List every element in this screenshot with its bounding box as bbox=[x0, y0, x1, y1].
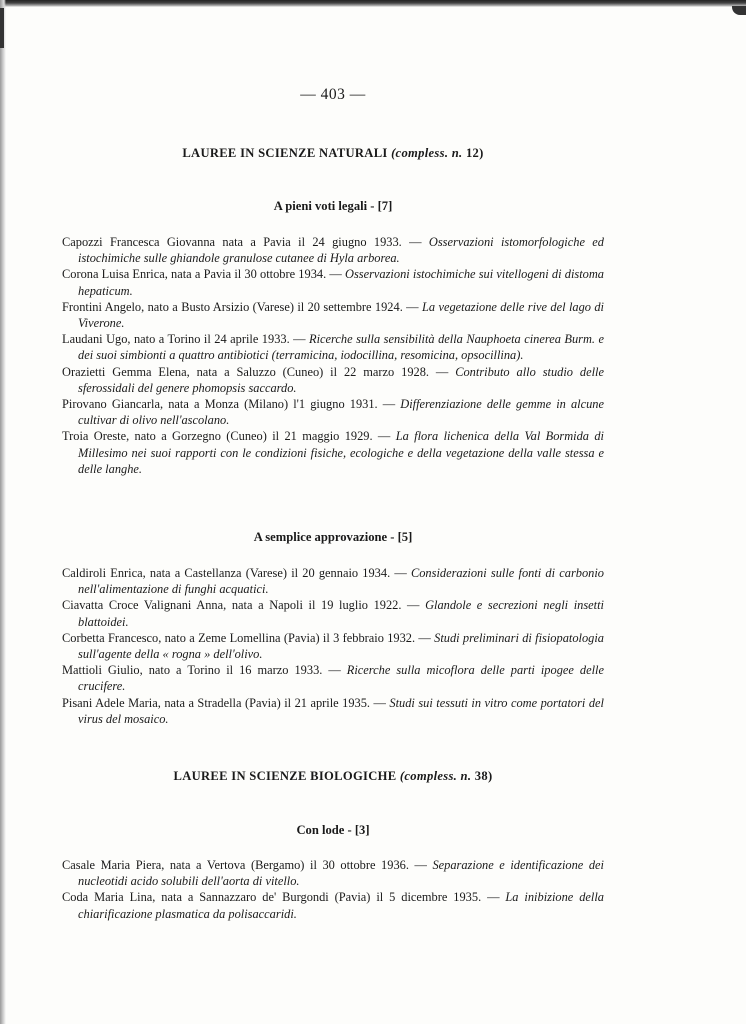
list-item: Corona Luisa Enrica, nata a Pavia il 30 ottobre 1934. — Osservazioni istochimiche sui vitellogeni di distoma hepaticum. bbox=[62, 267, 604, 298]
group-heading-con-lode: Con lode - [3] bbox=[296, 823, 370, 837]
entry-list-semplice-approvazione bbox=[62, 565, 604, 727]
list-item: Orazietti Gemma Elena, nata a Saluzzo (Cuneo) il 22 marzo 1928. — Contributo allo studio delle sferossidali del genere phomopsis saccardo. bbox=[62, 364, 604, 395]
list-item: Corbetta Francesco, nato a Zeme Lomellina (Pavia) il 3 febbraio 1932. — Studi preliminari di fisiopatologia sull'agente della « rogna » dell'olivo. bbox=[62, 630, 605, 662]
section-title-text: LAUREE IN SCIENZE BIOLOGICHE bbox=[173, 769, 397, 783]
list-item: Ciavatta Croce Valignani Anna, nata a Napoli il 19 luglio 1922. — Glandole e secrezioni negli insetti blattoidei. bbox=[62, 598, 604, 629]
entry-list-pieni-voti bbox=[62, 234, 604, 477]
section-count: (compless. n. 38) bbox=[399, 769, 493, 783]
section-title-scienze-biologiche bbox=[0, 769, 666, 784]
list-item: Casale Maria Piera, nata a Vertova (Bergamo) il 30 ottobre 1936. — Separazione e identificazione dei nucleotidi acido solubili dell'aorta di vitello. bbox=[62, 858, 604, 889]
page-number: — 403 — bbox=[300, 86, 366, 103]
section-title-text: LAUREE IN SCIENZE NATURALI bbox=[182, 146, 388, 160]
group-heading-pieni-voti: A pieni voti legali - [7] bbox=[273, 199, 393, 213]
list-item: Pirovano Giancarla, nata a Monza (Milano) l'1 giugno 1931. — Differenziazione delle gemme in alcune cultivar di olivo nell'ascolano. bbox=[62, 397, 604, 428]
list-item: Coda Maria Lina, nata a Sannazzaro de' Burgondi (Pavia) il 5 dicembre 1935. — La inibizione della chiarificazione plasmatica da polisaccaridi. bbox=[62, 890, 604, 921]
section-title-scienze-naturali bbox=[0, 146, 666, 161]
scan-mark-right bbox=[732, 6, 746, 15]
scan-mark-left bbox=[0, 8, 4, 48]
list-item: Caldiroli Enrica, nata a Castellanza (Varese) il 20 gennaio 1934. — Considerazioni sulle fonti di carbonio nell'alimentazione di funghi acquatici. bbox=[62, 566, 604, 597]
list-item: Mattioli Giulio, nato a Torino il 16 marzo 1933. — Ricerche sulla micoflora delle parti ipogee delle crucifere. bbox=[62, 663, 604, 694]
entry-list-con-lode bbox=[62, 857, 604, 922]
list-item: Laudani Ugo, nato a Torino il 24 aprile 1933. — Ricerche sulla sensibilità della Nauphoeta cinerea Burm. e dei suoi simbionti a quattro antibiotici (terramicina, iodocillina, resomicina, opsocillina). bbox=[62, 332, 604, 363]
list-item: Pisani Adele Maria, nata a Stradella (Pavia) il 21 aprile 1935. — Studi sui tessuti in vitro come portatori del virus del mosaico. bbox=[62, 695, 604, 726]
list-item: Frontini Angelo, nato a Busto Arsizio (Varese) il 20 settembre 1924. — La vegetazione delle rive del lago di Viverone. bbox=[62, 299, 604, 331]
scan-edge-top bbox=[0, 0, 746, 7]
list-item: Capozzi Francesca Giovanna nata a Pavia il 24 giugno 1933. — Osservazioni istomorfologiche ed istochimiche sulle ghiandole granulose cutanee di Hyla arborea. bbox=[62, 235, 605, 266]
section-count: (compless. n. 12) bbox=[391, 146, 484, 160]
list-item: Troia Oreste, nato a Gorzegno (Cuneo) il 21 maggio 1929. — La flora lichenica della Val Bormida di Millesimo nei suoi rapporti con le condizioni fisiche, ecologiche e della vegetazione della valle stessa e delle langhe. bbox=[62, 429, 604, 476]
group-heading-semplice-approvazione: A semplice approvazione - [5] bbox=[253, 530, 413, 544]
